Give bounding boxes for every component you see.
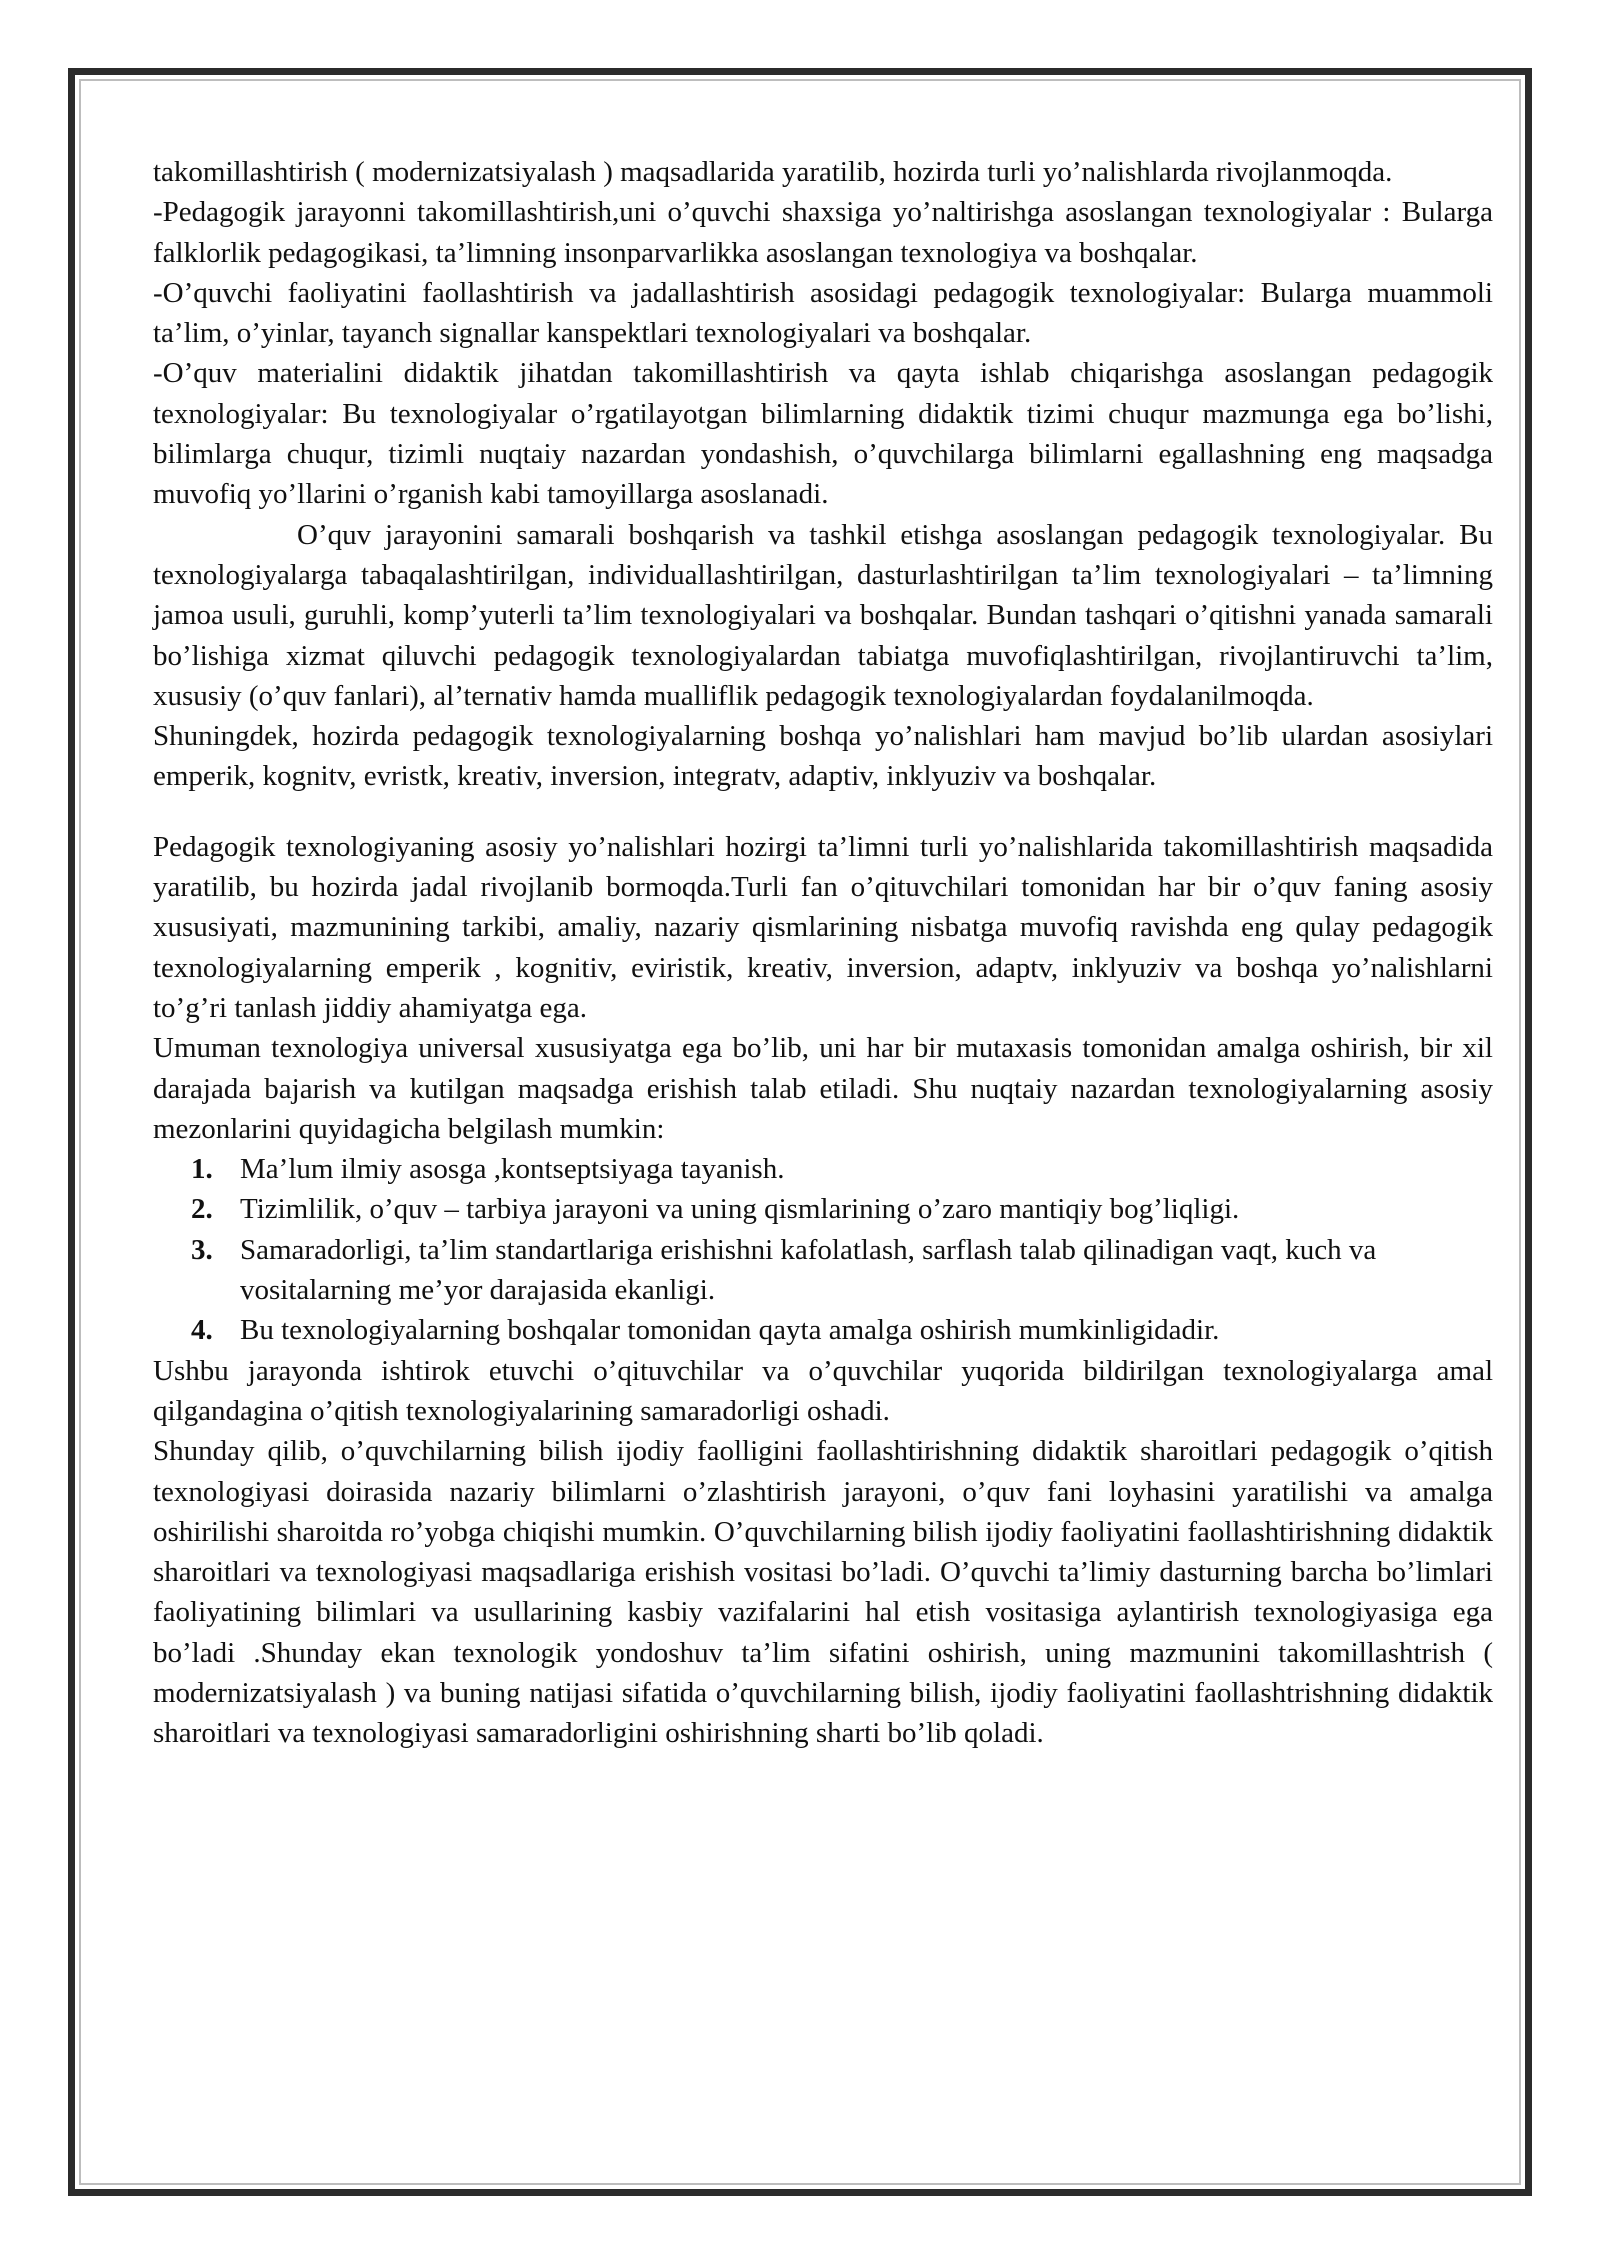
list-item <box>153 1310 1493 1350</box>
paragraph: Shuningdek, hozirda pedagogik texnologiyalarning boshqa yo’nalishlari ham mavjud bo’lib ulardan asosiylari emperik, kognitv, evristk, kreativ, inversion, integratv, adaptiv, inklyuziv va boshqalar. <box>153 720 1493 793</box>
list-number: 1. <box>191 1153 213 1186</box>
list-number: 3. <box>191 1233 213 1266</box>
criteria-list <box>153 1149 1493 1350</box>
paragraph-spacer <box>153 797 1493 827</box>
list-item-text: Ma’lum ilmiy asosga ,kontseptsiyaga tayanish. <box>240 1153 785 1186</box>
paragraph: Pedagogik texnologiyaning asosiy yo’nalishlari hozirgi ta’limni turli yo’nalishlarida takomillashtirish maqsadida yaratilib, bu hozirda jadal rivojlanib bormoqda.Turli fan o’qituvchilari tomonidan har bir o’quv faning asosiy xususiyati, mazmunining tarkibi, amaliy, nazariy qismlarining nisbatga muvofiq ravishda eng qulay pedagogik texnologiyalarning emperik , kognitiv, eviristik, kreativ, inversion, adaptv, inklyuziv va boshqa yo’nalishlarni to’g’ri tanlash jiddiy ahamiyatga ega. <box>153 830 1493 1024</box>
paragraph: -O’quvchi faoliyatini faollashtirish va jadallashtirish asosidagi pedagogik texnologiyalar: Bularga muammoli ta’lim, o’yinlar, tayanch signallar kanspektlari texnologiyalari va boshqalar. <box>153 276 1493 350</box>
paragraph: Umuman texnologiya universal xususiyatga ega bo’lib, uni har bir mutaxasis tomonidan amalga oshirish, bir xil darajada bajarish va kutilgan maqsadga erishish talab etiladi. Shu nuqtaiy nazardan texnologiyalarning asosiy mezonlarini quyidagicha belgilash mumkin: <box>153 1032 1493 1145</box>
document-body <box>153 152 1493 1754</box>
list-item-text: Samaradorligi, ta’lim standartlariga erishishni kafolatlash, sarflash talab qilinadigan vaqt, kuch va vositalarning me’yor darajasida ekanligi. <box>240 1233 1377 1307</box>
paragraph: -O’quv materialini didaktik jihatdan takomillashtirish va qayta ishlab chiqarishga asoslangan pedagogik texnologiyalar: Bu texnologiyalar o’rgatilayotgan bilimlarning didaktik tizimi chuqur mazmunga ega bo’lishi, bilimlarga chuqur, tizimli nuqtaiy nazardan yondashish, o’quvchilarga bilimlarni egallashning eng maqsadga muvofiq yo’llarini o’rganish kabi tamoyillarga asoslanadi. <box>153 357 1493 511</box>
paragraph: O’quv jarayonini samarali boshqarish va tashkil etishga asoslangan pedagogik texnologiyalar. Bu texnologiyalarga tabaqalashtirilgan, individuallashtirilgan, dasturlashtirilgan ta’lim texnologiyalari – ta’limning jamoa usuli, guruhli, komp’yuterli ta’lim texnologiyalari va boshqalar. Bundan tashqari o’qitishni yanada samarali bo’lishiga xizmat qiluvchi pedagogik texnologiyalardan tabiatga muvofiqlashtirilgan, rivojlantiruvchi ta’lim, xususiy (o’quv fanlari), al’ternativ hamda mualliflik pedagogik texnologiyalardan foydalanilmoqda. <box>153 518 1493 712</box>
list-item <box>153 1230 1493 1311</box>
list-number: 2. <box>191 1193 213 1226</box>
paragraph: Ushbu jarayonda ishtirok etuvchi o’qituvchilar va o’quvchilar yuqorida bildirilgan texnologiyalarga amal qilgandagina o’qitish texnologiyalarining samaradorligi oshadi. <box>153 1354 1493 1427</box>
paragraph: takomillashtirish ( modernizatsiyalash ) maqsadlarida yaratilib, hozirda turli yo’nalishlarda rivojlanmoqda. <box>153 156 1393 188</box>
paragraph: -Pedagogik jarayonni takomillashtirish,uni o’quvchi shaxsiga yo’naltirishga asoslangan texnologiyalar : Bularga falklorlik pedagogikasi, ta’limning insonparvarlikka asoslangan texnologiya va boshqalar. <box>153 196 1493 269</box>
list-item-text: Tizimlilik, o’quv – tarbiya jarayoni va uning qismlarining o’zaro mantiqiy bog’liqligi. <box>240 1193 1240 1226</box>
list-item <box>153 1189 1493 1229</box>
list-item <box>153 1149 1493 1189</box>
paragraph: Shunday qilib, o’quvchilarning bilish ijodiy faolligini faollashtirishning didaktik sharoitlari pedagogik o’qitish texnologiyasi doirasida nazariy bilimlarni o’zlashtirish jarayoni, o’quv fani loyhasini yaratilishi va amalga oshirilishi sharoitda ro’yobga chiqishi mumkin. O’quvchilarning bilish ijodiy faoliyatini faollashtirishning didaktik sharoitlari va texnologiyasi maqsadlariga erishish vositasi bo’ladi. O’quvchi ta’limiy dasturning barcha bo’limlari faoliyatining bilimlari va usullarining kasbiy vazifalarini hal etish vositasiga aylantirish texnologiyasiga ega bo’ladi .Shunday ekan texnologik yondoshuv ta’lim sifatini oshirish, uning mazmunini takomillashtrish ( modernizatsiyalash ) va buning natijasi sifatida o’quvchilarning bilish, ijodiy faoliyatini faollashtrishning didaktik sharoitlari va texnologiyasi samaradorligini oshirishning sharti bo’lib qoladi. <box>153 1435 1493 1750</box>
list-number: 4. <box>191 1314 213 1347</box>
list-item-text: Bu texnologiyalarning boshqalar tomonidan qayta amalga oshirish mumkinligidadir. <box>240 1314 1220 1347</box>
